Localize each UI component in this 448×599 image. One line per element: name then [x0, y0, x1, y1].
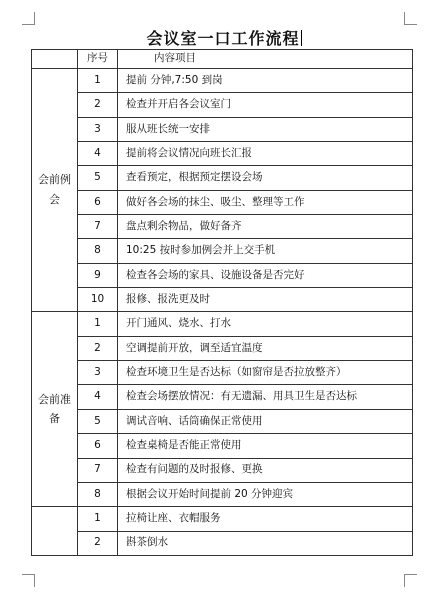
- table-row: [32, 531, 413, 555]
- row-text: 空调提前开放，调至适宜温度: [118, 336, 413, 360]
- row-number: 5: [78, 409, 118, 433]
- row-number: 8: [78, 482, 118, 506]
- table-row: [32, 385, 413, 409]
- table-row: [32, 166, 413, 190]
- row-text: 提前 分钟,7:50 到岗: [118, 69, 413, 93]
- workflow-table: [31, 49, 413, 556]
- row-number: 3: [78, 117, 118, 141]
- row-number: 10: [78, 288, 118, 312]
- table-row: [32, 458, 413, 482]
- title-text: 会议室一口工作流程: [146, 29, 300, 48]
- row-number: 2: [78, 336, 118, 360]
- table-row: [32, 215, 413, 239]
- row-number: 6: [78, 434, 118, 458]
- row-text: 调试音响、话筒确保正常使用: [118, 409, 413, 433]
- crop-mark-top-left: [22, 12, 35, 25]
- row-number: 4: [78, 142, 118, 166]
- section-category: 会前例会: [32, 69, 78, 312]
- row-text: 盘点剩余物品，做好备齐: [118, 215, 413, 239]
- row-text: 拉椅让座、衣帽服务: [118, 507, 413, 531]
- row-text: 检查桌椅是否能正常使用: [118, 434, 413, 458]
- row-number: 9: [78, 263, 118, 287]
- row-number: 2: [78, 531, 118, 555]
- table-row: [32, 69, 413, 93]
- table-row: [32, 434, 413, 458]
- row-number: 8: [78, 239, 118, 263]
- row-number: 4: [78, 385, 118, 409]
- row-text: 根据会议开始时间提前 20 分钟迎宾: [118, 482, 413, 506]
- row-text: 服从班长统一安排: [118, 117, 413, 141]
- row-text: 开门通风、烧水、打水: [118, 312, 413, 336]
- row-number: 1: [78, 507, 118, 531]
- text-cursor: [301, 30, 302, 46]
- table-row: [32, 336, 413, 360]
- crop-mark-bottom-left: [22, 574, 35, 587]
- header-seq: 序号: [78, 50, 118, 69]
- table-row: [32, 288, 413, 312]
- document-title: [0, 26, 448, 49]
- row-number: 2: [78, 93, 118, 117]
- row-number: 1: [78, 312, 118, 336]
- row-text: 提前将会议情况向班长汇报: [118, 142, 413, 166]
- table-row: [32, 482, 413, 506]
- table-row: [32, 117, 413, 141]
- row-number: 7: [78, 215, 118, 239]
- row-text: 斟茶倒水: [118, 531, 413, 555]
- table-row: [32, 409, 413, 433]
- row-number: 3: [78, 361, 118, 385]
- row-number: 7: [78, 458, 118, 482]
- header-empty-cell: [32, 50, 78, 69]
- table-row: [32, 263, 413, 287]
- table-row: [32, 361, 413, 385]
- row-text: 检查有问题的及时报修、更换: [118, 458, 413, 482]
- section-category: 会前准备: [32, 312, 78, 507]
- row-text: 查看预定，根据预定摆设会场: [118, 166, 413, 190]
- row-text: 检查环境卫生是否达标（如窗帘是否拉放整齐）: [118, 361, 413, 385]
- row-text: 做好各会场的抹尘、吸尘、整理等工作: [118, 190, 413, 214]
- table-row: [32, 312, 413, 336]
- table-row: [32, 190, 413, 214]
- row-text: 检查会场摆放情况：有无遗漏、用具卫生是否达标: [118, 385, 413, 409]
- crop-mark-top-right: [404, 12, 417, 25]
- row-number: 6: [78, 190, 118, 214]
- row-text: 报修、报洗更及时: [118, 288, 413, 312]
- table-row: [32, 142, 413, 166]
- row-text: 检查并开启各会议室门: [118, 93, 413, 117]
- row-text: 10:25 按时参加例会并上交手机: [118, 239, 413, 263]
- table-row: [32, 507, 413, 531]
- table-header-row: [32, 50, 413, 69]
- header-content: 内容项目: [118, 50, 413, 69]
- row-text: 检查各会场的家具、设施设备是否完好: [118, 263, 413, 287]
- table-row: [32, 93, 413, 117]
- section-category: [32, 507, 78, 556]
- row-number: 5: [78, 166, 118, 190]
- row-number: 1: [78, 69, 118, 93]
- table-row: [32, 239, 413, 263]
- crop-mark-bottom-right: [404, 574, 417, 587]
